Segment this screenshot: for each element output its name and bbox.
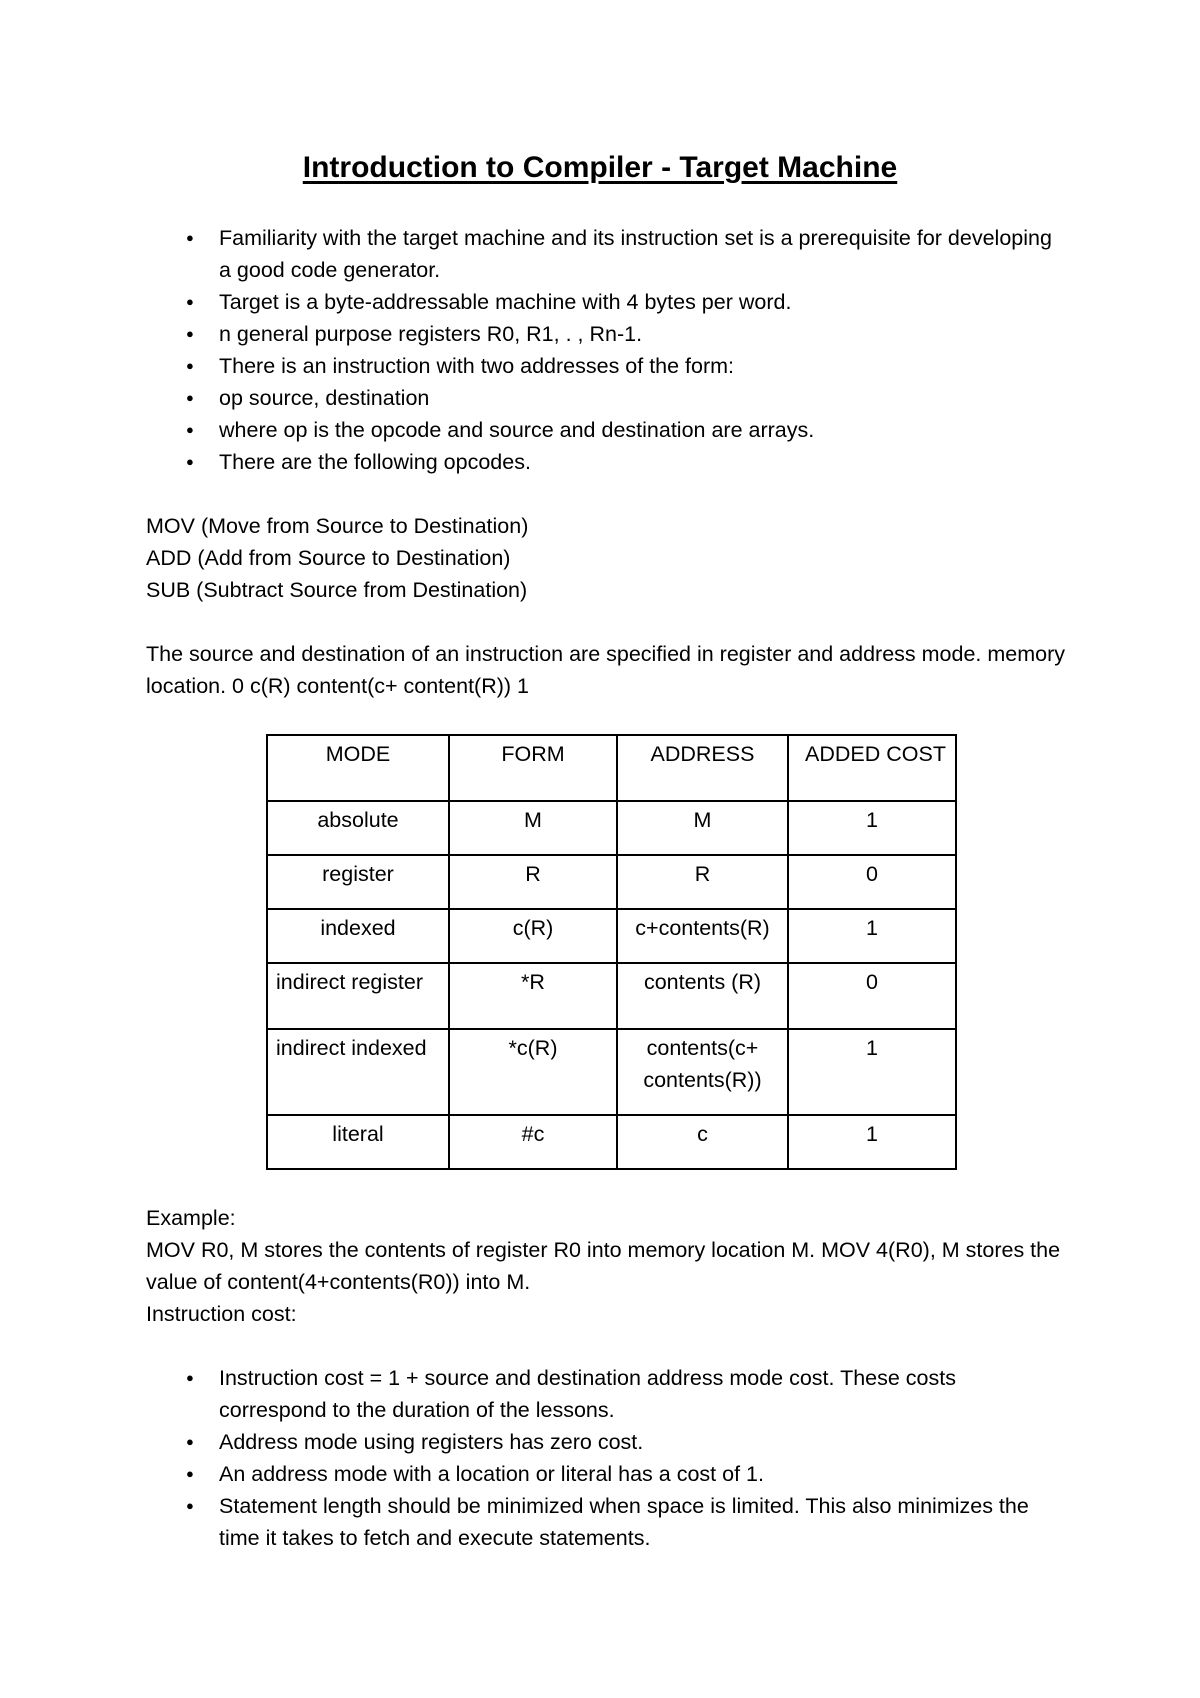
cell-mode: indirect register (267, 963, 449, 1029)
cell-mode: literal (267, 1115, 449, 1169)
instruction-cost-heading: Instruction cost: (146, 1302, 297, 1326)
address-mode-table (266, 734, 957, 1170)
list-item: ● There are the following opcodes. (186, 446, 1066, 478)
cell-form: M (449, 801, 617, 855)
mode-paragraph: The source and destination of an instruction are specified in register and address mode. memory location. 0 c(R) content(c+ content(R)) 1 (146, 642, 1066, 698)
cell-mode: absolute (267, 801, 449, 855)
list-item: ● An address mode with a location or literal has a cost of 1. (186, 1458, 1066, 1490)
list-item: ● Statement length should be minimized when space is limited. This also minimizes the time it takes to fetch and execute statements. (186, 1490, 1066, 1554)
opcode-add: ADD (Add from Source to Destination) (146, 546, 511, 570)
cell-address: c (617, 1115, 788, 1169)
cost-bullet-list (186, 1362, 1066, 1554)
header-form: FORM (449, 735, 617, 801)
cell-cost: 0 (788, 855, 956, 909)
example-heading: Example: (146, 1206, 236, 1230)
list-item: ● Instruction cost = 1 + source and destination address mode cost. These costs correspond to the duration of the lessons. (186, 1362, 1066, 1426)
list-item: ● n general purpose registers R0, R1, . , Rn-1. (186, 318, 1066, 350)
table-row (267, 1029, 956, 1115)
cell-address: c+contents(R) (617, 909, 788, 963)
example-block (146, 1202, 1076, 1330)
cell-form: c(R) (449, 909, 617, 963)
cell-form: R (449, 855, 617, 909)
cell-cost: 1 (788, 801, 956, 855)
cell-mode: indexed (267, 909, 449, 963)
opcode-mov: MOV (Move from Source to Destination) (146, 514, 529, 538)
table-row (267, 801, 956, 855)
table-row (267, 855, 956, 909)
cell-cost: 1 (788, 1029, 956, 1115)
list-item: ● Address mode using registers has zero cost. (186, 1426, 1066, 1458)
cell-address: R (617, 855, 788, 909)
opcode-list (146, 510, 1076, 606)
cell-address: M (617, 801, 788, 855)
table-row (267, 1115, 956, 1169)
table-row (267, 909, 956, 963)
cell-form: #c (449, 1115, 617, 1169)
list-item: ● where op is the opcode and source and destination are arrays. (186, 414, 1066, 446)
example-text: MOV R0, M stores the contents of register R0 into memory location M. MOV 4(R0), M stores the value of content(4+contents(R0)) into M. (146, 1238, 1061, 1294)
cell-mode: register (267, 855, 449, 909)
page-title: Introduction to Compiler - Target Machine (302, 151, 898, 184)
cell-cost: 1 (788, 1115, 956, 1169)
table-row (267, 963, 956, 1029)
list-item: ● op source, destination (186, 382, 1066, 414)
cell-form: *R (449, 963, 617, 1029)
cell-mode: indirect indexed (267, 1029, 449, 1115)
cell-cost: 0 (788, 963, 956, 1029)
mode-paragraph-block (146, 638, 1076, 702)
header-address: ADDRESS (617, 735, 788, 801)
list-item: ● There is an instruction with two addresses of the form: (186, 350, 1066, 382)
table-header-row (267, 735, 956, 801)
list-item: ● Target is a byte-addressable machine with 4 bytes per word. (186, 286, 1066, 318)
cell-address: contents (R) (617, 963, 788, 1029)
cell-form: *c(R) (449, 1029, 617, 1115)
list-item: ● Familiarity with the target machine and its instruction set is a prerequisite for developing a good code generator. (186, 222, 1066, 286)
header-added-cost: ADDED COST (788, 735, 956, 801)
header-mode: MODE (267, 735, 449, 801)
opcode-sub: SUB (Subtract Source from Destination) (146, 578, 528, 602)
intro-bullet-list (186, 222, 1066, 478)
cell-address: contents(c+ contents(R)) (617, 1029, 788, 1115)
cell-cost: 1 (788, 909, 956, 963)
